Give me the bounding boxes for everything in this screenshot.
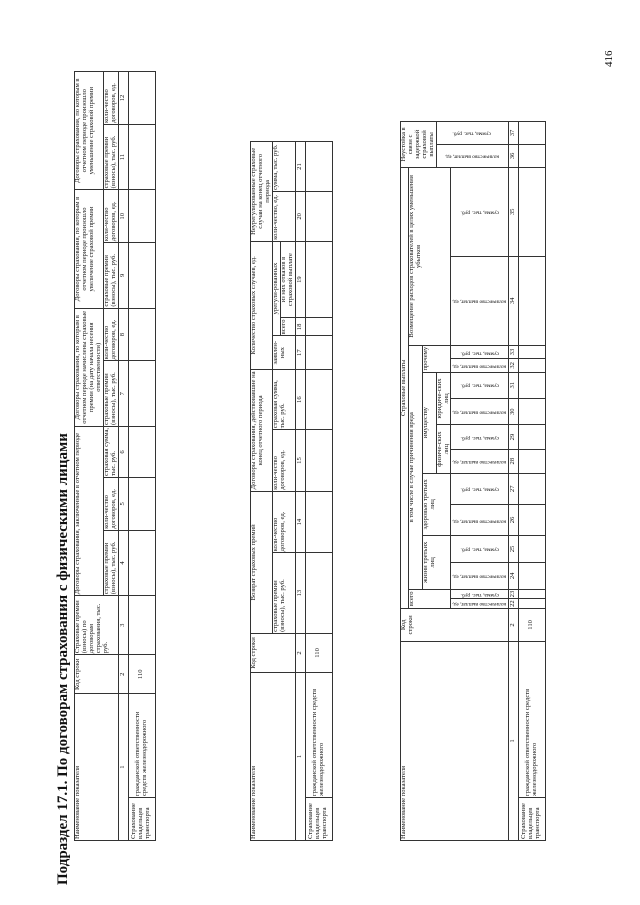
header-penalty: Неустойка в связи с задержкой страховой выплаты (401, 122, 437, 168)
sub-qty: количество выплат, ед. (451, 599, 508, 609)
row-label-b: гражданской ответственности средств железнодорожного (518, 641, 545, 797)
column-number: 22 (508, 599, 518, 609)
header-name: Наименование показателя (75, 694, 119, 841)
column-number: 21 (295, 142, 305, 192)
data-cell (305, 142, 332, 192)
column-number: 31 (508, 372, 518, 398)
column-number: 2 (295, 633, 305, 672)
column-number: 19 (295, 241, 305, 318)
sub-sum: страховая сумма, тыс. руб. (102, 427, 117, 476)
sub-sum: страховая сумма, тыс. руб. (272, 370, 295, 430)
data-cell (518, 256, 545, 345)
column-number: 36 (508, 144, 518, 167)
sub-qty: количество выплат, ед. (436, 144, 508, 167)
sub-declared: заявлен-ных (272, 336, 295, 370)
row-code: 110 (518, 608, 545, 641)
sub-count: коли-чество договоров, ед. (103, 308, 118, 361)
column-number: 13 (295, 553, 305, 634)
data-cell (518, 398, 545, 424)
column-number: 18 (295, 318, 305, 336)
column-number: 9 (118, 243, 128, 309)
sub-qty: количество выплат, ед. (451, 562, 508, 589)
header-active: Договоры страхования, действовавшие на конец отчетного периода (251, 370, 273, 492)
header-code: Код строки (75, 655, 119, 694)
sub-premiums: страховые премии (взносы), тыс. руб. (103, 124, 118, 190)
row-label-a: Страхование владельцев транспорта (128, 798, 155, 841)
sub-premiums: страховые премии (взносы), тыс. руб. (103, 361, 118, 427)
data-cell (305, 370, 332, 430)
data-cell (518, 599, 545, 609)
column-number: 32 (508, 359, 518, 372)
header-total: всего (408, 589, 451, 608)
data-cell (128, 72, 155, 125)
header-juridical: юридиче-ских лиц (436, 372, 451, 425)
data-cell (518, 449, 545, 473)
sub-count: коли-чество договоров, ед. (103, 190, 118, 243)
data-cell (128, 124, 155, 190)
data-cell (305, 318, 332, 336)
header-incl: в том числе в случае причинения вреда (408, 345, 422, 589)
header-cases: Количество страховых случаев, ед. (251, 241, 273, 369)
table-payments (400, 121, 546, 841)
header-concluded: Договоры страхования, заключенные в отчетном периоде (75, 426, 104, 595)
header-property: имуществу (422, 372, 436, 473)
column-number: 33 (508, 345, 518, 358)
header-payments: Страховые выплаты (401, 167, 409, 608)
row-code: 110 (128, 655, 155, 694)
data-cell (128, 530, 155, 596)
sub-sum: сумма, тыс. руб. (451, 589, 508, 599)
header-physical: физиче-ских лиц (436, 425, 451, 473)
data-cell (518, 167, 545, 256)
header-increase: Договоры страхования, по которым в отчетном периоде произошло увеличение страховой премии (75, 190, 104, 308)
column-number: 37 (508, 122, 518, 145)
column-number: 10 (118, 190, 128, 243)
column-number: 26 (508, 504, 518, 535)
column-number: 34 (508, 256, 518, 345)
data-cell (518, 372, 545, 398)
column-number: 23 (508, 589, 518, 599)
data-cell (518, 359, 545, 372)
column-number: 1 (295, 672, 305, 840)
page-title: Подраздел 17.1. По договорам страхования с физическими лицами (55, 433, 71, 885)
header-code: Код строки (401, 608, 509, 641)
data-cell (305, 430, 332, 492)
data-cell (518, 122, 545, 145)
header-accrued: Договоры страхования, по которым в отчетном периоде начислены страховые премии (на дату начала несения ответственности) (75, 308, 104, 426)
data-cell (305, 192, 332, 242)
column-number: 4 (118, 530, 128, 596)
row-label-b: гражданской ответственности средств железнодорожного (128, 694, 155, 798)
sub-sum: сумма, тыс. руб. (451, 345, 508, 358)
header-other: прочему (422, 345, 451, 372)
sub-refused: из них отказов в страховой выплате (280, 241, 295, 318)
column-number: 5 (118, 477, 128, 530)
sub-qty: количество выплат, ед. (451, 256, 508, 345)
data-cell (518, 473, 545, 504)
sub-count: коли-чество договоров, ед. (272, 491, 295, 553)
column-number: 30 (508, 398, 518, 424)
row-label-a: Страхование владельцев транспорта (305, 798, 332, 841)
data-cell (128, 243, 155, 309)
row-code: 110 (305, 633, 332, 672)
sub-sum: сумма, тыс. руб. (436, 122, 508, 145)
data-cell (518, 536, 545, 563)
sub-settled: урегули-рованных (272, 241, 280, 336)
column-number: 25 (508, 536, 518, 563)
header-premiums: Страховые премии (взносы) по договорам страхования, тыс. руб. (75, 596, 119, 655)
table-returns-cases (250, 141, 333, 841)
row-label-a: Страхование владельцев транспорта (518, 798, 545, 841)
data-cell (518, 504, 545, 535)
sub-count: коли-чество договоров, ед. (272, 430, 295, 492)
table-premiums (74, 71, 156, 841)
data-cell (128, 596, 155, 655)
header-decrease: Договоры страхования, по которым в отчетном периоде произошло уменьшение страховой премии (75, 72, 104, 190)
column-number: 2 (118, 655, 128, 694)
data-cell (128, 426, 155, 477)
header-code: Код строки (251, 633, 296, 672)
column-number: 29 (508, 425, 518, 449)
data-cell (518, 144, 545, 167)
column-number: 1 (118, 694, 128, 841)
column-number: 16 (295, 370, 305, 430)
data-cell (305, 553, 332, 634)
column-number: 3 (118, 596, 128, 655)
column-number: 28 (508, 449, 518, 473)
data-cell (518, 345, 545, 358)
header-unsettled: Неурегулированные страховые случаи на конец отчетного периода (251, 142, 273, 242)
data-cell (305, 336, 332, 370)
header-name: Наименование показателя (251, 672, 296, 840)
sub-qty: количество выплат, ед. (451, 359, 508, 372)
column-number: 11 (118, 124, 128, 190)
sub-total: всего (280, 318, 295, 336)
sub-qty: количество выплат, ед. (451, 504, 508, 535)
column-number: 7 (118, 361, 128, 427)
header-name: Наименование показателя (401, 641, 509, 840)
data-cell (128, 361, 155, 427)
sub-premiums: страховые премии (взносы), тыс. руб. (272, 553, 295, 634)
sub-amount: сумма, тыс. руб. (272, 142, 295, 192)
sub-qty: коли-чество, ед. (272, 192, 295, 242)
column-number: 2 (508, 608, 518, 641)
column-number: 8 (118, 308, 128, 361)
data-cell (518, 589, 545, 599)
column-number: 6 (118, 426, 128, 477)
data-cell (128, 477, 155, 530)
sub-qty: количество выплат, ед. (451, 398, 508, 424)
page-number: 416 (603, 50, 615, 67)
column-number: 15 (295, 430, 305, 492)
header-life: жизни третьих лиц (422, 536, 451, 590)
header-health: здоровью третьих лиц (422, 473, 451, 535)
data-cell (128, 190, 155, 243)
sub-sum: сумма, тыс. руб. (451, 167, 508, 256)
sub-sum: сумма, тыс. руб. (451, 536, 508, 563)
sub-count: коли-чество договоров, ед. (103, 72, 118, 125)
sub-count: коли-чество договоров, ед. (103, 477, 118, 530)
sub-sum: сумма, тыс. руб. (451, 425, 508, 449)
sub-qty: количество выплат, ед. (451, 449, 508, 473)
data-cell (128, 308, 155, 361)
column-number: 35 (508, 167, 518, 256)
column-number: 17 (295, 336, 305, 370)
column-number: 20 (295, 192, 305, 242)
column-number: 24 (508, 562, 518, 589)
row-label-b: гражданской ответственности средств железнодорожного (305, 672, 332, 797)
column-number: 27 (508, 473, 518, 504)
data-cell (305, 241, 332, 318)
column-number: 1 (508, 641, 518, 840)
sub-premiums: страховые премии (взносы), тыс. руб. (103, 530, 118, 596)
column-number: 14 (295, 491, 305, 553)
column-number: 12 (118, 72, 128, 125)
data-cell (305, 491, 332, 553)
data-cell (518, 562, 545, 589)
sub-premiums: страховые премии (взносы), тыс. руб. (103, 243, 118, 309)
sub-sum: сумма, тыс. руб. (451, 372, 508, 398)
sub-sum: сумма, тыс. руб. (451, 473, 508, 504)
data-cell (518, 425, 545, 449)
header-reimbursement: Возмещение расходов страхователей в целях уменьшения убытков (408, 167, 451, 345)
header-return: Возврат страховых премий (251, 491, 273, 633)
